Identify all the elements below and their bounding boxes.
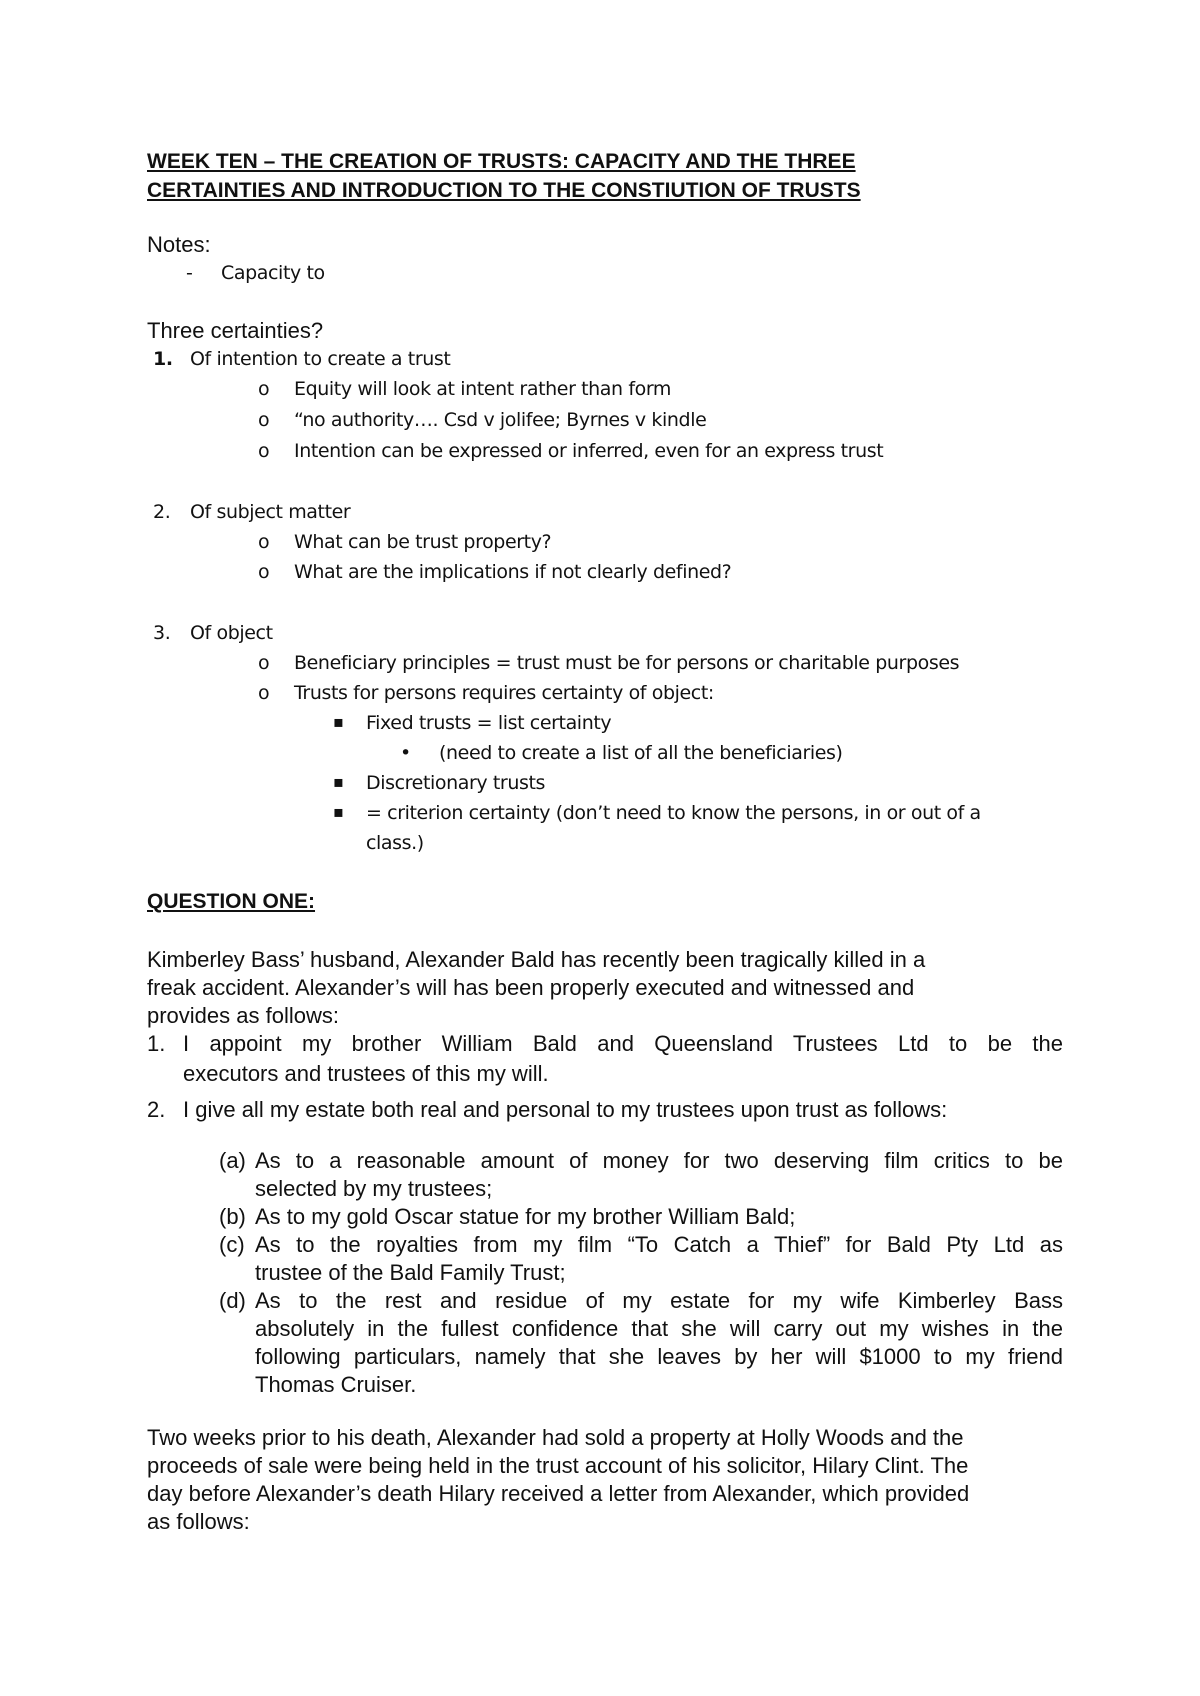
will-clause-1-line-1: I appoint my brother William Bald and Queensland Trustees Ltd to be the xyxy=(183,1031,1063,1056)
gift-a-line-2: selected by my trustees; xyxy=(255,1176,493,1201)
criterion-certainty-line-2: class.) xyxy=(366,832,424,854)
list-marker-o: o xyxy=(258,409,270,431)
certainty-3-sub-2: Trusts for persons requires certainty of object: xyxy=(294,682,714,704)
fixed-trusts-item: Fixed trusts = list certainty xyxy=(366,712,612,734)
gift-d-line-3: following particulars, namely that she leaves by her will $1000 to my friend xyxy=(255,1344,1063,1369)
gift-d-line-1: As to the rest and residue of my estate for my wife Kimberley Bass xyxy=(255,1288,1063,1313)
gift-b-label: (b) xyxy=(219,1204,246,1229)
question-intro-line-2: freak accident. Alexander’s will has been properly executed and witnessed and xyxy=(147,975,915,1000)
certainty-2-sub-2: What are the implications if not clearly defined? xyxy=(294,561,732,583)
list-marker-o: o xyxy=(258,378,270,400)
closing-line-1: Two weeks prior to his death, Alexander had sold a property at Holly Woods and the xyxy=(147,1425,964,1450)
gift-a-line-1: As to a reasonable amount of money for two deserving film critics to be xyxy=(255,1148,1063,1173)
closing-line-2: proceeds of sale were being held in the trust account of his solicitor, Hilary Clint. The xyxy=(147,1453,969,1478)
will-clause-1-number: 1. xyxy=(147,1031,166,1056)
list-marker-o: o xyxy=(258,440,270,462)
round-bullet-icon: • xyxy=(400,742,411,764)
certainty-1-number: 1. xyxy=(153,348,173,370)
certainty-1-sub-3: Intention can be expressed or inferred, even for an express trust xyxy=(294,440,884,462)
gift-d-line-2: absolutely in the fullest confidence that she will carry out my wishes in the xyxy=(255,1316,1063,1341)
question-intro-line-1: Kimberley Bass’ husband, Alexander Bald has recently been tragically killed in a xyxy=(147,947,926,972)
list-marker-o: o xyxy=(258,682,270,704)
list-marker-o: o xyxy=(258,561,270,583)
will-clause-1-line-2: executors and trustees of this my will. xyxy=(183,1061,549,1086)
square-bullet-icon: ▪ xyxy=(333,772,344,791)
certainty-2-sub-1: What can be trust property? xyxy=(294,531,552,553)
certainty-2-text: Of subject matter xyxy=(190,501,351,523)
gift-d-line-4: Thomas Cruiser. xyxy=(255,1372,417,1397)
square-bullet-icon: ▪ xyxy=(333,802,344,821)
gift-c-label: (c) xyxy=(219,1232,245,1257)
question-intro-line-3: provides as follows: xyxy=(147,1003,339,1028)
fixed-trusts-sub-item: (need to create a list of all the beneficiaries) xyxy=(439,742,843,764)
certainty-3-number: 3. xyxy=(153,622,171,644)
will-clause-2-number: 2. xyxy=(147,1097,166,1122)
notes-label: Notes: xyxy=(147,232,211,257)
will-clause-2-line-1: I give all my estate both real and personal to my trustees upon trust as follows: xyxy=(183,1097,948,1122)
gift-c-line-1: As to the royalties from my film “To Catch a Thief” for Bald Pty Ltd as xyxy=(255,1232,1063,1257)
criterion-certainty-line-1: = criterion certainty (don’t need to know the persons, in or out of a xyxy=(366,802,981,824)
certainty-3-sub-1: Beneficiary principles = trust must be for persons or charitable purposes xyxy=(294,652,960,674)
gift-d-label: (d) xyxy=(219,1288,246,1313)
square-bullet-icon: ▪ xyxy=(333,712,344,731)
notes-item: Capacity to xyxy=(221,262,325,284)
certainty-1-sub-1: Equity will look at intent rather than form xyxy=(294,378,672,400)
closing-line-4: as follows: xyxy=(147,1509,250,1534)
list-marker-o: o xyxy=(258,652,270,674)
title-line-2: CERTAINTIES AND INTRODUCTION TO THE CONSTIUTION OF TRUSTS xyxy=(147,179,861,202)
question-heading: QUESTION ONE: xyxy=(147,890,316,913)
certainties-heading: Three certainties? xyxy=(147,318,324,343)
certainty-3-text: Of object xyxy=(190,622,273,644)
gift-c-line-2: trustee of the Bald Family Trust; xyxy=(255,1260,566,1285)
gift-b-line-1: As to my gold Oscar statue for my brother William Bald; xyxy=(255,1204,796,1229)
title-line-1: WEEK TEN – THE CREATION OF TRUSTS: CAPACITY AND THE THREE xyxy=(147,150,856,173)
discretionary-trusts-item: Discretionary trusts xyxy=(366,772,546,794)
closing-line-3: day before Alexander’s death Hilary received a letter from Alexander, which provided xyxy=(147,1481,970,1506)
notes-dash: - xyxy=(186,262,193,284)
gift-a-label: (a) xyxy=(219,1148,246,1173)
certainty-2-number: 2. xyxy=(153,501,171,523)
certainty-1-text: Of intention to create a trust xyxy=(190,348,451,370)
certainty-1-sub-2: “no authority…. Csd v jolifee; Byrnes v kindle xyxy=(294,409,707,431)
page-title xyxy=(147,147,1047,205)
list-marker-o: o xyxy=(258,531,270,553)
